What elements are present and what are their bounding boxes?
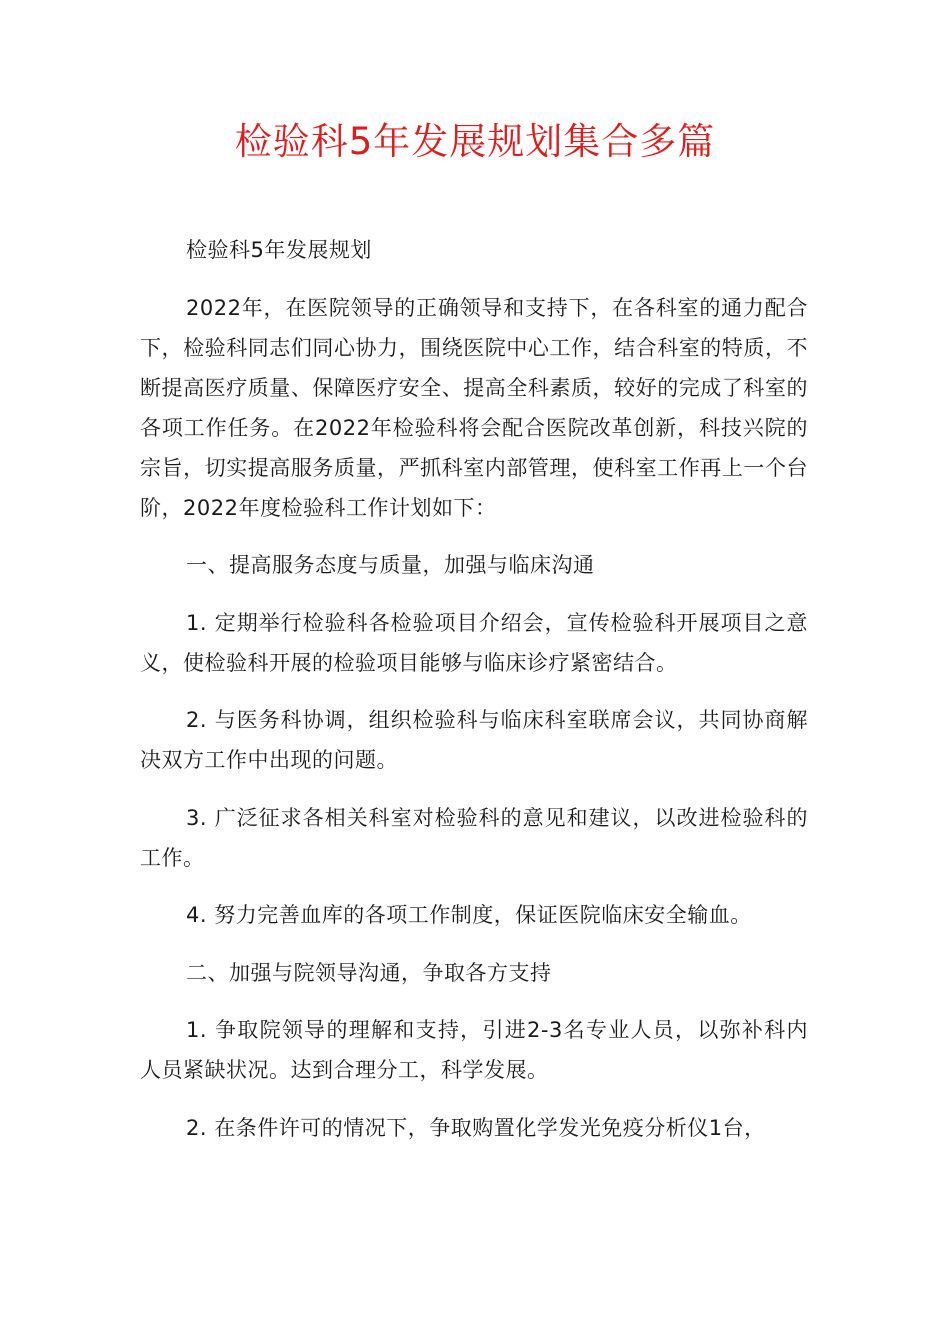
list-item: 3. 广泛征求各相关科室对检验科的意见和建议，以改进检验科的工作。 — [140, 805, 808, 870]
list-item: 2. 在条件许可的情况下，争取购置化学发光免疫分析仪1台， — [186, 1115, 766, 1140]
document-title: 检验科5年发展规划集合多篇 — [234, 120, 716, 163]
list-item: 2. 与医务科协调，组织检验科与临床科室联席会议，共同协商解决双方工作中出现的问题。 — [140, 708, 808, 772]
document-body — [140, 230, 808, 1165]
section-heading: 二、加强与院领导沟通，争取各方支持 — [186, 960, 552, 985]
list-item: 1. 争取院领导的理解和支持，引进2-3名专业人员，以弥补科内人员紧缺状况。达到合理分工，科学发展。 — [140, 1018, 808, 1082]
intro-paragraph: 2022年，在医院领导的正确领导和支持下，在各科室的通力配合下，检验科同志们同心协力，围绕医院中心工作，结合科室的特质，不断提高医疗质量、保障医疗安全、提高全科素质，较好的完成了科室的各项工作任务。在2022年检验科将会配合医院改革创新，科技兴院的宗旨，切实提高服务质量，严抓科室内部管理，使科室工作再上一个台阶，2022年度检验科工作计划如下： — [140, 295, 808, 520]
list-item: 4. 努力完善血库的各项工作制度，保证医院临床安全输血。 — [186, 903, 752, 927]
section-heading: 检验科5年发展规划 — [186, 238, 372, 262]
list-item: 1. 定期举行检验科各检验项目介绍会，宣传检验科开展项目之意义，使检验科开展的检验项目能够与临床诊疗紧密结合。 — [140, 610, 808, 675]
section-heading: 一、提高服务态度与质量，加强与临床沟通 — [186, 553, 595, 577]
